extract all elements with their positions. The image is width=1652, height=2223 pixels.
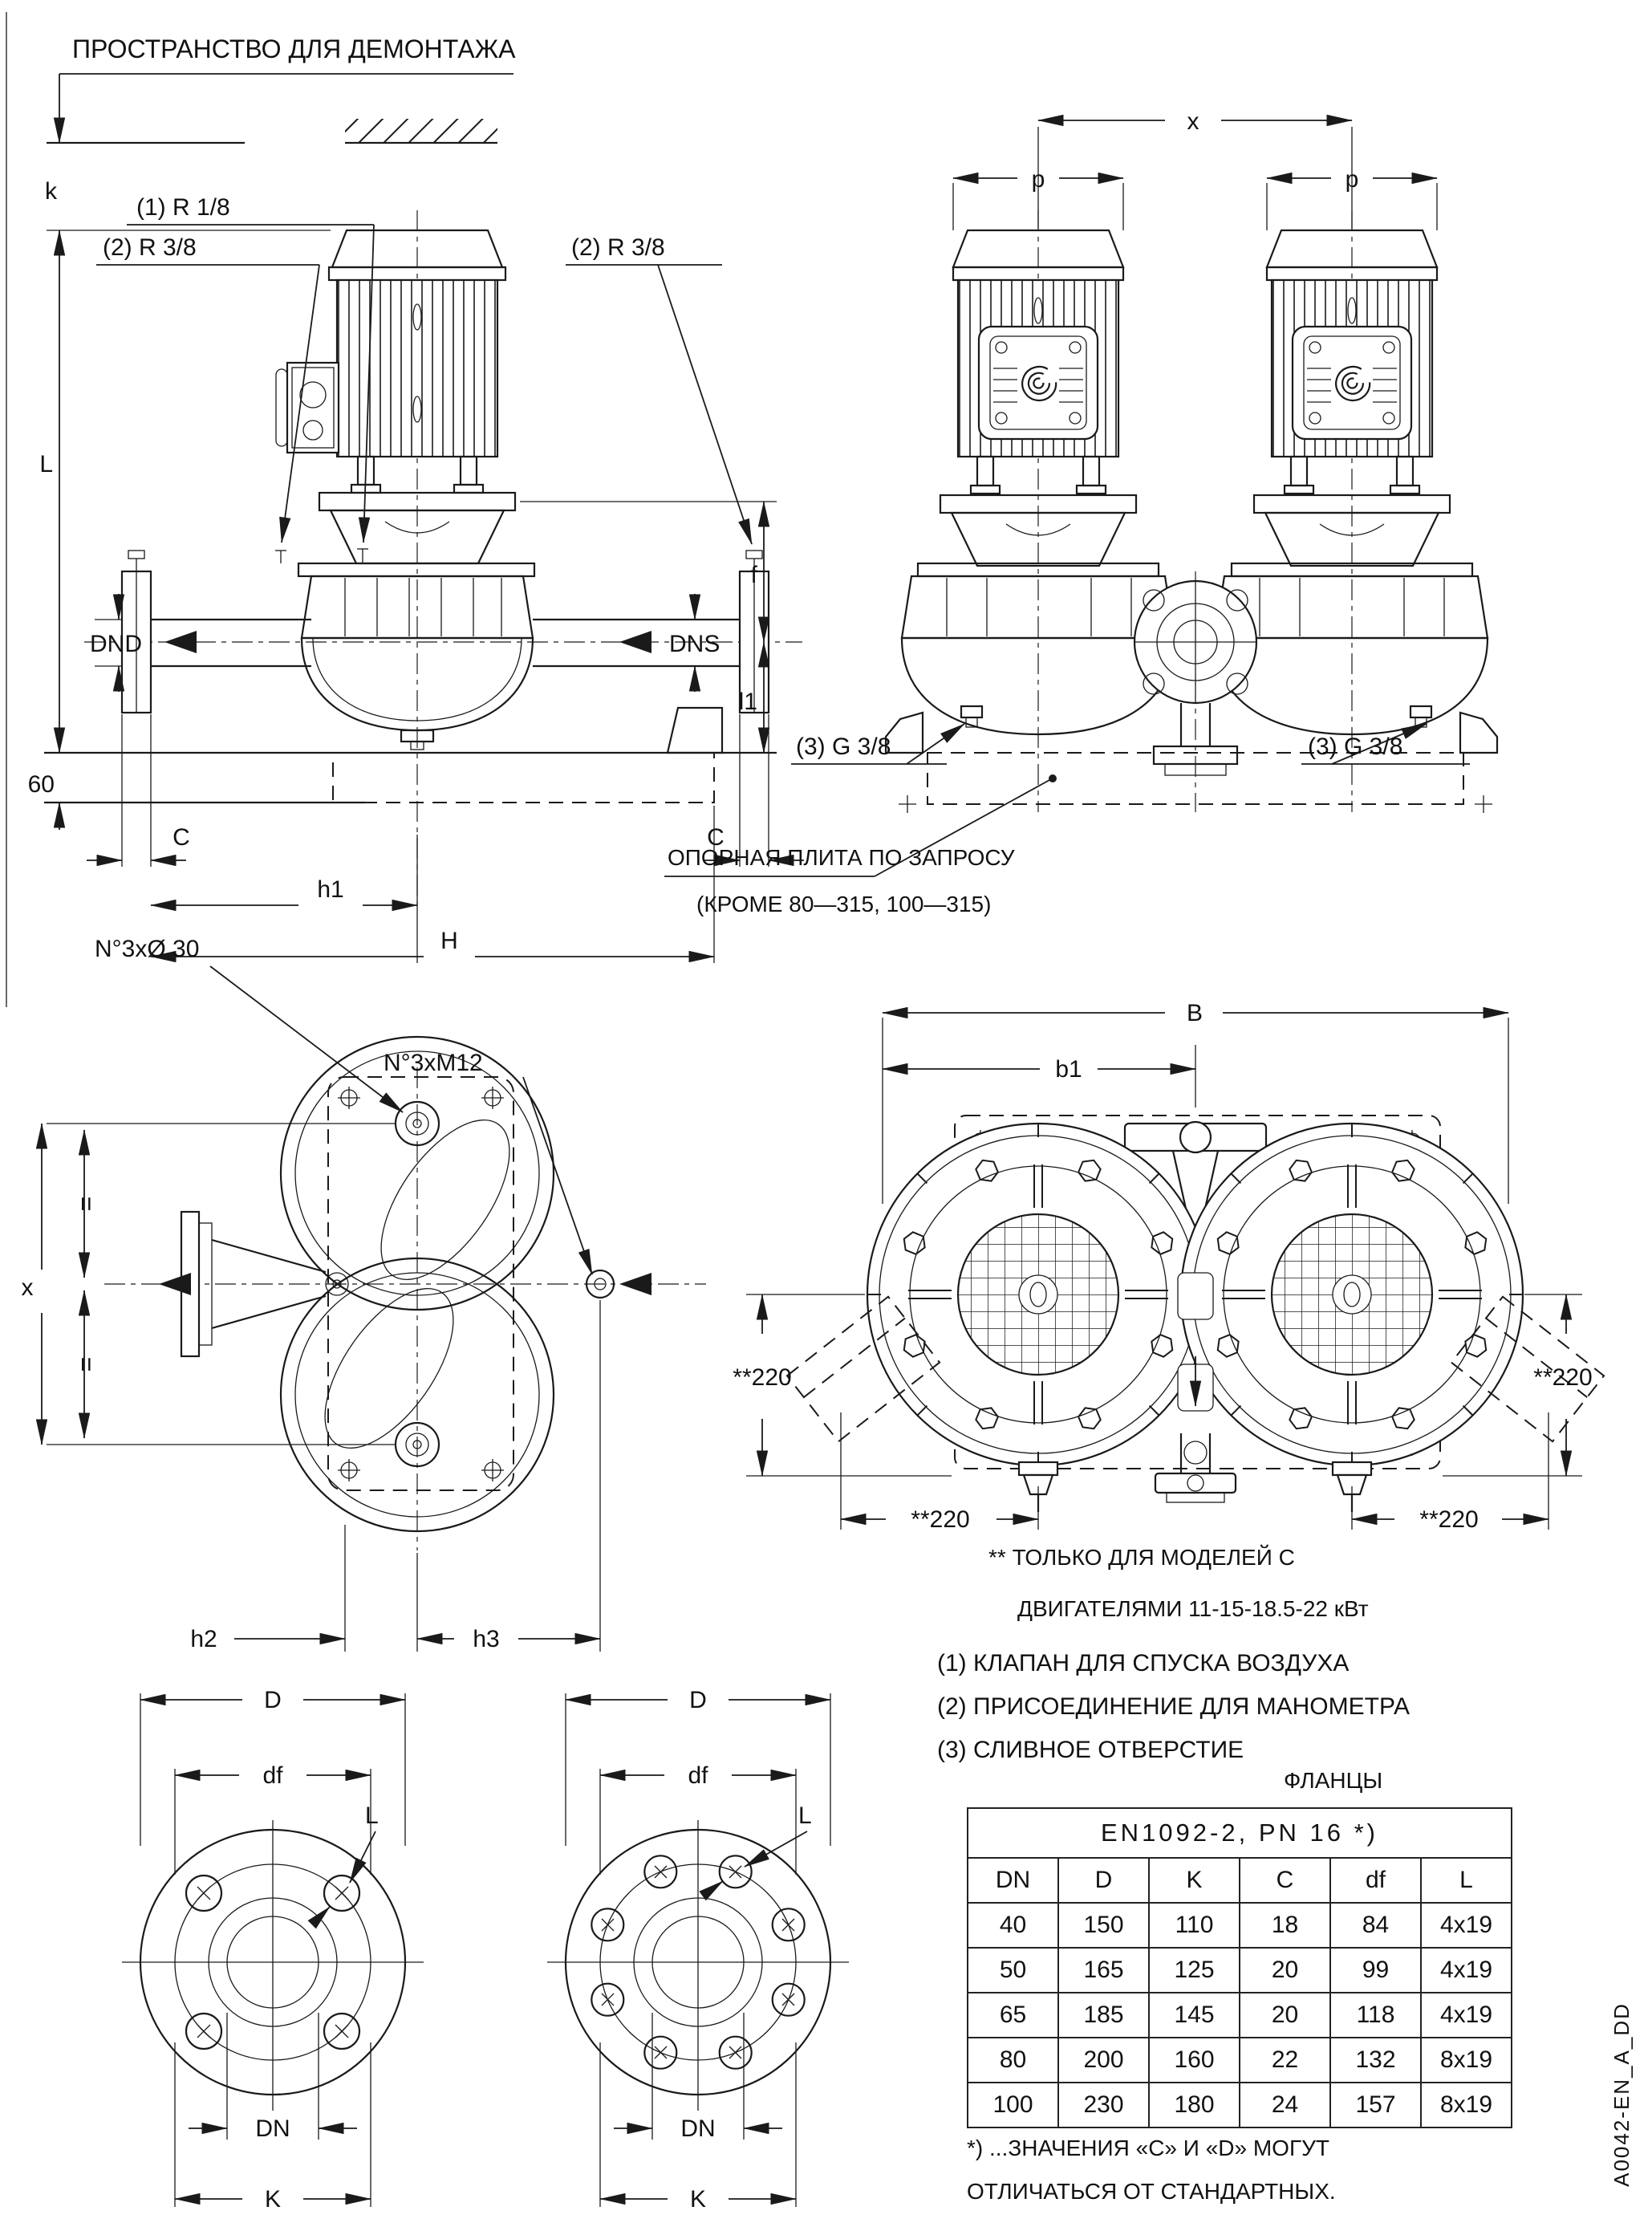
dim-h3-label: h3 xyxy=(473,1626,500,1652)
fd-left-K: K xyxy=(264,2186,282,2213)
table-cell: 132 xyxy=(1330,2038,1421,2083)
fd-left-L: L xyxy=(365,1802,379,1829)
dim-h1-label: h1 xyxy=(317,876,344,903)
note-2-left: (2) R 3/8 xyxy=(103,234,197,261)
table-header-cell: L xyxy=(1421,1858,1512,1903)
f-l1-dimensions xyxy=(520,502,777,753)
table-cell: 185 xyxy=(1058,1993,1149,2038)
table-cell: 150 xyxy=(1058,1903,1149,1948)
flow-arrow-top-right xyxy=(619,1273,651,1295)
fd-right-D: D xyxy=(689,1687,707,1713)
legend-item-1: (1) КЛАПАН ДЛЯ СПУСКА ВОЗДУХА xyxy=(937,1650,1350,1676)
fd-right-L: L xyxy=(798,1802,812,1829)
table-row xyxy=(968,1903,1512,1948)
table-cell: 84 xyxy=(1330,1903,1421,1948)
legend-notes xyxy=(937,1650,1410,1793)
table-row xyxy=(968,2083,1512,2127)
dim-H-label: H xyxy=(440,928,458,954)
table-header-cell: df xyxy=(1330,1858,1421,1903)
support-plate-note-1: ОПОРНАЯ ПЛИТА ПО ЗАПРОСУ xyxy=(668,845,1015,870)
flow-arrow-top-left xyxy=(159,1273,191,1295)
flow-arrow-dns xyxy=(619,631,651,653)
table-cell: 180 xyxy=(1149,2083,1240,2127)
flanges-heading: ФЛАНЦЫ xyxy=(1284,1768,1383,1793)
table-cell: 50 xyxy=(968,1948,1058,1993)
dim-L-label: L xyxy=(39,451,53,478)
note-3-right: (3) G 3/8 xyxy=(1308,734,1403,760)
rear-note-line2: ДВИГАТЕЛЯМИ 11-15-18.5-22 кВт xyxy=(1017,1596,1369,1621)
dnd-label: DND xyxy=(90,631,142,657)
table-cell: 99 xyxy=(1330,1948,1421,1993)
table-row xyxy=(968,2038,1512,2083)
dim-b1-label: b1 xyxy=(1055,1056,1082,1083)
ceiling-hatch xyxy=(345,119,497,143)
table-cell: 145 xyxy=(1149,1993,1240,2038)
dim-c-left: C xyxy=(173,824,190,851)
legend-item-3: (3) СЛИВНОЕ ОТВЕРСТИЕ xyxy=(937,1737,1244,1763)
dismantle-space-annotation xyxy=(45,35,516,230)
doc-code: A0042-EN_A_DD xyxy=(1609,2002,1634,2187)
dim-x-top-label: x xyxy=(21,1274,34,1301)
table-cell: 160 xyxy=(1149,2038,1240,2083)
flange-table xyxy=(967,1807,1512,2128)
flow-arrow-dnd xyxy=(164,631,197,653)
side-view-casing xyxy=(95,549,769,867)
fan-left xyxy=(867,1124,1209,1465)
legend-item-2: (2) ПРИСОЕДИНЕНИЕ ДЛЯ МАНОМЕТРА xyxy=(937,1693,1410,1720)
dim-f-label: f xyxy=(750,562,757,588)
rear-note-line1: ** ТОЛЬКО ДЛЯ МОДЕЛЕЙ С xyxy=(988,1545,1295,1570)
table-header-cell: DN xyxy=(968,1858,1058,1903)
table-cell: 200 xyxy=(1058,2038,1149,2083)
table-cell: 8x19 xyxy=(1421,2038,1512,2083)
table-footnote-2: ОТЛИЧАТЬСЯ ОТ СТАНДАРТНЫХ. xyxy=(967,2179,1336,2204)
fd-left-DN: DN xyxy=(255,2115,290,2142)
table-row xyxy=(968,1948,1512,1993)
twin-casing xyxy=(886,563,1497,813)
table-cell: 80 xyxy=(968,2038,1058,2083)
table-cell: 22 xyxy=(1240,2038,1330,2083)
flange-detail-8hole xyxy=(547,1687,849,2213)
dim-p-left: p xyxy=(1031,166,1045,193)
flange-table-title: EN1092-2, PN 16 *) xyxy=(968,1808,1512,1858)
table-header-cell: D xyxy=(1058,1858,1149,1903)
table-cell: 157 xyxy=(1330,2083,1421,2127)
dim-x-label: x xyxy=(1187,108,1199,135)
flange-table-header-row xyxy=(968,1858,1512,1903)
dim-k-label: k xyxy=(45,178,57,205)
dim-B-label: B xyxy=(1186,1000,1203,1026)
fd-right-df: df xyxy=(688,1762,708,1789)
port-labels xyxy=(90,594,720,692)
table-cell: 40 xyxy=(968,1903,1058,1948)
dim-220-left: **220 xyxy=(733,1364,792,1391)
table-header-cell: K xyxy=(1149,1858,1240,1903)
dim-60-label: 60 xyxy=(27,771,55,798)
dim-c-right: C xyxy=(707,824,725,851)
dim-220-bottom-left: **220 xyxy=(911,1506,970,1533)
top-view xyxy=(22,936,707,1652)
fd-right-DN: DN xyxy=(680,2115,716,2142)
side-view-motor xyxy=(276,230,515,563)
baseplate-dashed xyxy=(333,753,714,803)
table-cell: 20 xyxy=(1240,1948,1330,1993)
flange-detail-4hole xyxy=(122,1687,424,2213)
dismantle-title: ПРОСТРАНСТВО ДЛЯ ДЕМОНТАЖА xyxy=(72,35,516,63)
note-2-right: (2) R 3/8 xyxy=(571,234,665,261)
table-cell: 18 xyxy=(1240,1903,1330,1948)
fd-right-K: K xyxy=(689,2186,707,2213)
table-cell: 20 xyxy=(1240,1993,1330,2038)
support-plate-note-2: (КРОМЕ 80—315, 100—315) xyxy=(696,892,992,916)
table-cell: 125 xyxy=(1149,1948,1240,1993)
table-cell: 110 xyxy=(1149,1903,1240,1948)
table-footnote-1: *) ...ЗНАЧЕНИЯ «С» И «D» МОГУТ xyxy=(967,2136,1329,2160)
table-row xyxy=(968,1993,1512,2038)
table-cell: 4x19 xyxy=(1421,1948,1512,1993)
equal-mark-bottom: = xyxy=(71,1356,100,1372)
table-cell: 100 xyxy=(968,2083,1058,2127)
table-cell: 118 xyxy=(1330,1993,1421,2038)
fd-left-df: df xyxy=(262,1762,283,1789)
dim-l1-label: l1 xyxy=(738,689,757,715)
table-cell: 4x19 xyxy=(1421,1903,1512,1948)
table-cell: 230 xyxy=(1058,2083,1149,2127)
fd-left-D: D xyxy=(264,1687,282,1713)
dim-220-right: **220 xyxy=(1533,1364,1593,1391)
table-cell: 8x19 xyxy=(1421,2083,1512,2127)
dns-label: DNS xyxy=(669,631,720,657)
twin-rear-view xyxy=(733,1000,1604,1621)
dim-p-right: p xyxy=(1345,166,1359,193)
table-cell: 65 xyxy=(968,1993,1058,2038)
dim-220-bottom-right: **220 xyxy=(1419,1506,1479,1533)
note-3-left: (3) G 3/8 xyxy=(796,734,891,760)
dim-h2-label: h2 xyxy=(190,1626,217,1652)
table-header-cell: C xyxy=(1240,1858,1330,1903)
note-1-r18: (1) R 1/8 xyxy=(136,194,230,221)
table-cell: 24 xyxy=(1240,2083,1330,2127)
table-cell: 4x19 xyxy=(1421,1993,1512,2038)
equal-mark-top: = xyxy=(71,1196,100,1212)
twin-front-view xyxy=(664,108,1497,916)
table-cell: 165 xyxy=(1058,1948,1149,1993)
label-n3-d30: N°3xØ 30 xyxy=(95,936,200,962)
label-n3-m12: N°3xM12 xyxy=(384,1050,483,1076)
fan-right xyxy=(1181,1124,1523,1465)
